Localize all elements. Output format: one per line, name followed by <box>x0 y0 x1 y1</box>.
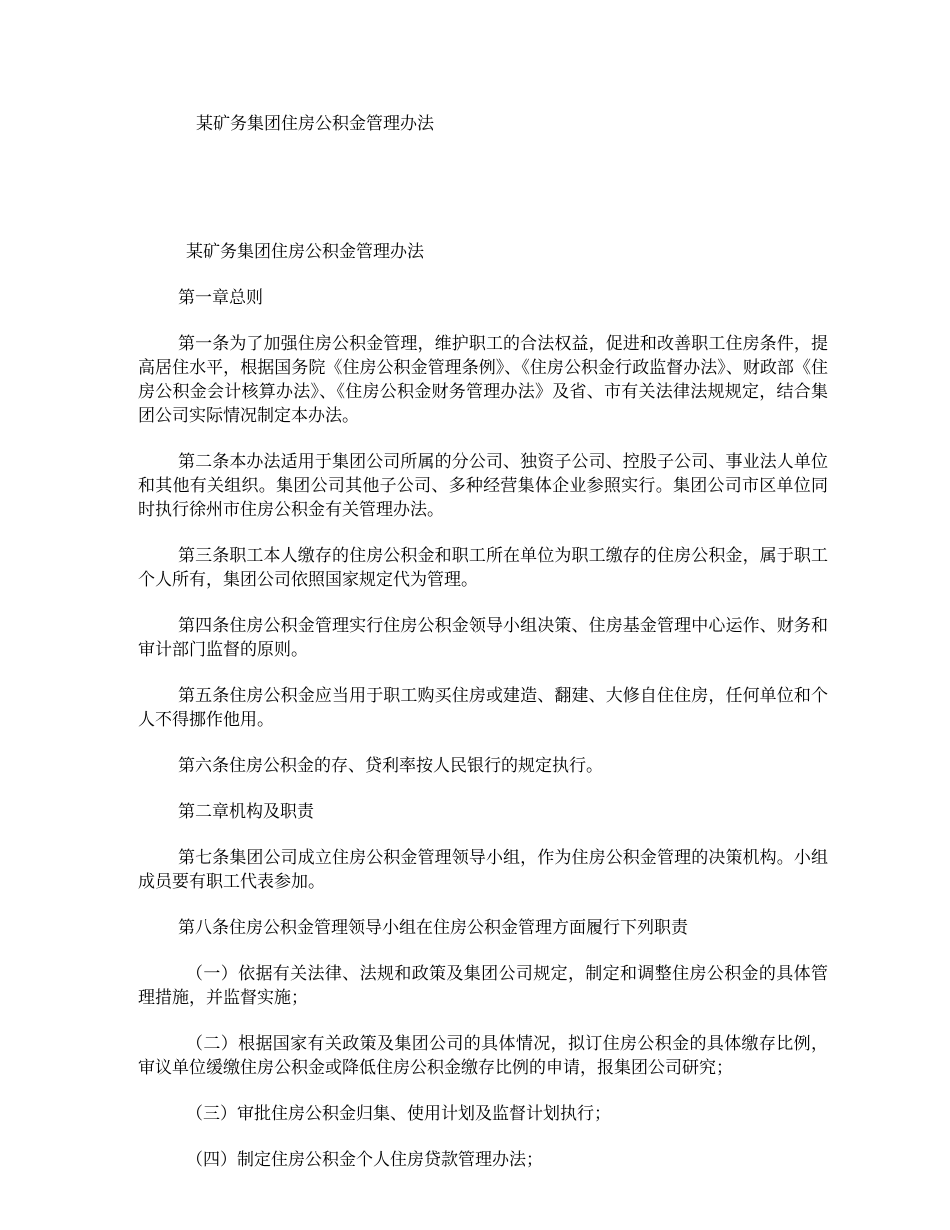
document-subtitle: 某矿务集团住房公积金管理办法 <box>186 242 424 262</box>
document-body <box>138 240 828 1194</box>
chapter-heading: 第二章机构及职责 <box>178 802 314 822</box>
chapter-heading: 第一章总则 <box>178 288 263 308</box>
article-paragraph: 第一条为了加强住房公积金管理，维护职工的合法权益，促进和改善职工住房条件，提高居住水平，根据国务院《住房公积金管理条例》、《住房公积金行政监督办法》、财政部《住房公积金会计核算办法》、《住房公积金财务管理办法》及省、市有关法律法规规定，结合集团公司实际情况制定本办法。 <box>138 334 828 426</box>
document-title: 某矿务集团住房公积金管理办法 <box>196 114 434 134</box>
article-paragraph: 第六条住房公积金的存、贷利率按人民银行的规定执行。 <box>178 756 603 776</box>
article-paragraph: 第四条住房公积金管理实行住房公积金领导小组决策、住房基金管理中心运作、财务和审计部门监督的原则。 <box>138 616 828 660</box>
article-paragraph: 第三条职工本人缴存的住房公积金和职工所在单位为职工缴存的住房公积金，属于职工个人所有，集团公司依照国家规定代为管理。 <box>138 546 828 590</box>
article-paragraph: 第二条本办法适用于集团公司所属的分公司、独资子公司、控股子公司、事业法人单位和其他有关组织。集团公司其他子公司、多种经营集体企业参照实行。集团公司市区单位同时执行徐州市住房公积金有关管理办法。 <box>138 452 828 520</box>
article-paragraph: 第五条住房公积金应当用于职工购买住房或建造、翻建、大修自住住房，任何单位和个人不得挪作他用。 <box>138 686 828 730</box>
article-paragraph: 第七条集团公司成立住房公积金管理领导小组，作为住房公积金管理的决策机构。小组成员要有职工代表参加。 <box>138 848 828 892</box>
article-paragraph: 第八条住房公积金管理领导小组在住房公积金管理方面履行下列职责 <box>178 918 688 938</box>
list-item: （二）根据国家有关政策及集团公司的具体情况，拟订住房公积金的具体缴存比例，审议单位缓缴住房公积金或降低住房公积金缴存比例的申请，报集团公司研究； <box>138 1034 828 1078</box>
list-item: （一）依据有关法律、法规和政策及集团公司规定，制定和调整住房公积金的具体管理措施，并监督实施； <box>138 964 828 1008</box>
list-item: （三）审批住房公积金归集、使用计划及监督计划执行； <box>186 1104 611 1124</box>
list-item: （四）制定住房公积金个人住房贷款管理办法； <box>186 1150 543 1170</box>
